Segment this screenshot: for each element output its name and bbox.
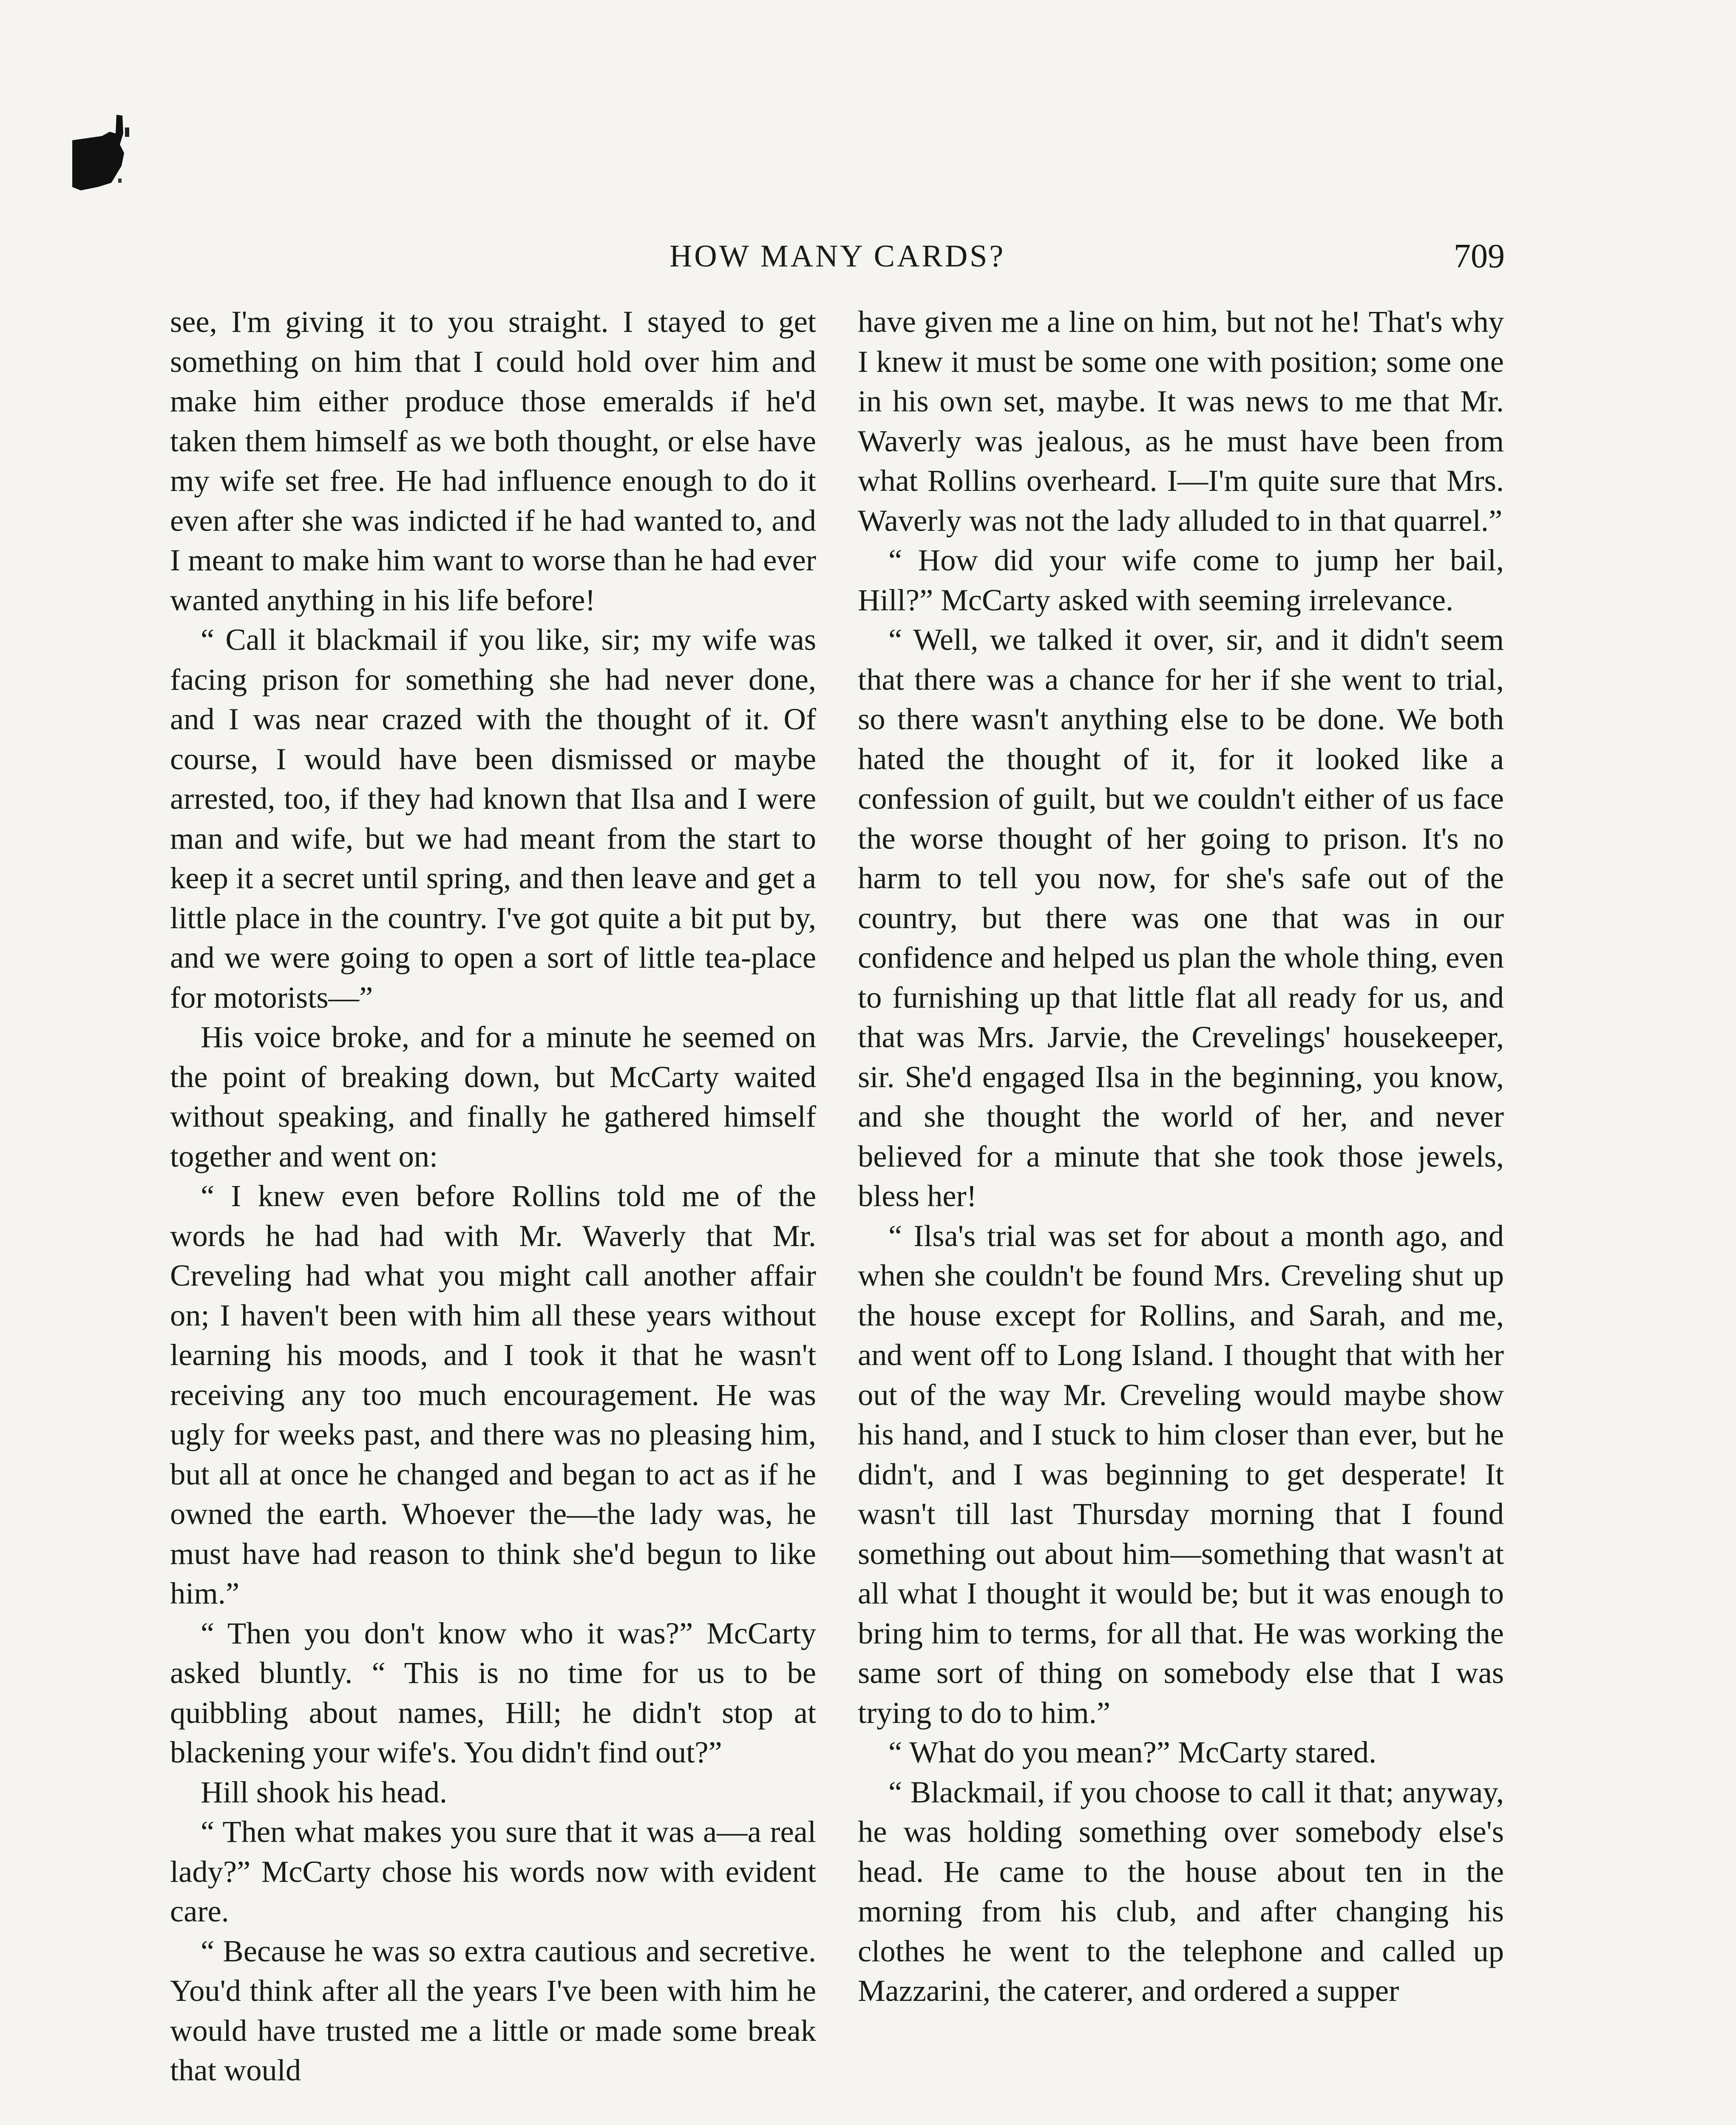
paragraph: “ Blackmail, if you choose to call it that; anyway, he was holding something over somebody else's head. He came to the house about ten in the morning from his club, and after changing his clothes he went to the telephone and called up Mazzarini, the caterer, and ordered a supper bbox=[858, 1774, 1504, 2008]
paragraph: Hill shook his head. bbox=[201, 1774, 447, 1809]
paragraph: have given me a line on him, but not he! That's why I knew it must be some one with position; some one in his own set, maybe. It was news to me that Mr. Waverly was jealous, as he must have been from what Rollins overheard. I—I'm quite sure that Mrs. Waverly was not the lady alluded to in that quarrel.” bbox=[858, 304, 1504, 538]
printing-blot-mark bbox=[72, 115, 136, 196]
page-number: 709 bbox=[1454, 238, 1505, 275]
paragraph: “ How did your wife come to jump her bail, Hill?” McCarty asked with seeming irrelevance. bbox=[858, 543, 1504, 617]
paragraph: see, I'm giving it to you straight. I stayed to get something on him that I could hold over him and make him either produce those emeralds if he'd taken them himself as we both thought, or else have my wife set free. He had influence enough to do it even after she was indicted if he had wanted to, and I meant to make him want to worse than he had ever wanted anything in his life before! bbox=[170, 304, 816, 617]
text-column-right bbox=[858, 302, 1504, 2011]
paragraph: “ I knew even before Rollins told me of the words he had had with Mr. Waverly that Mr. Creveling had what you might call another affair on; I haven't been with him all these years without learning his moods, and I took it that he wasn't receiving any too much encouragement. He was ugly for weeks past, and there was no pleasing him, but all at once he changed and began to act as if he owned the earth. Whoever the—the lady was, he must have had reason to think she'd begun to like him.” bbox=[170, 1179, 816, 1610]
page-header bbox=[170, 233, 1505, 280]
paragraph: “ Ilsa's trial was set for about a month ago, and when she couldn't be found Mrs. Creveling shut up the house except for Rollins, and Sarah, and me, and went off to Long Island. I thought that with her out of the way Mr. Creveling would maybe show his hand, and I stuck to him closer than ever, but he didn't, and I was beginning to get desperate! It wasn't till last Thursday morning that I found something out about him—something that wasn't at all what I thought it would be; but it was enough to bring him to terms, for all that. He was working the same sort of thing on somebody else that I was trying to do to him.” bbox=[858, 1218, 1504, 1730]
paragraph: “ Call it blackmail if you like, sir; my wife was facing prison for something she had never done, and I was near crazed with the thought of it. Of course, I would have been dismissed or maybe arrested, too, if they had known that Ilsa and I were man and wife, but we had meant from the start to keep it a secret until spring, and then leave and get a little place in the country. I've got quite a bit put by, and we were going to open a sort of little tea-place for motorists—” bbox=[170, 622, 816, 1014]
paragraph: “ What do you mean?” McCarty stared. bbox=[888, 1735, 1377, 1769]
paragraph: His voice broke, and for a minute he seemed on the point of breaking down, but McCarty waited without speaking, and finally he gathered himself together and went on: bbox=[170, 1020, 816, 1173]
running-title: HOW MANY CARDS? bbox=[669, 239, 1006, 274]
paragraph: “ Because he was so extra cautious and secretive. You'd think after all the years I've been with him he would have trusted me a little or made some break that would bbox=[170, 1933, 816, 2087]
paragraph: “ Then what makes you sure that it was a—a real lady?” McCarty chose his words now with evident care. bbox=[170, 1814, 816, 1928]
text-column-left bbox=[170, 302, 816, 2090]
paragraph: “ Well, we talked it over, sir, and it didn't seem that there was a chance for her if she went to trial, so there wasn't anything else to be done. We both hated the thought of it, for it looked like a confession of guilt, but we couldn't either of us face the worse thought of her going to prison. It's no harm to tell you now, for she's safe out of the country, but there was one that was in our confidence and helped us plan the whole thing, even to furnishing up that little flat all ready for us, and that was Mrs. Jarvie, the Crevelings' housekeeper, sir. She'd engaged Ilsa in the beginning, you know, and she thought the world of her, and never believed for a minute that she took those jewels, bless her! bbox=[858, 622, 1504, 1213]
paragraph: “ Then you don't know who it was?” McCarty asked bluntly. “ This is no time for us to be quibbling about names, Hill; he didn't stop at blackening your wife's. You didn't find out?” bbox=[170, 1615, 816, 1769]
